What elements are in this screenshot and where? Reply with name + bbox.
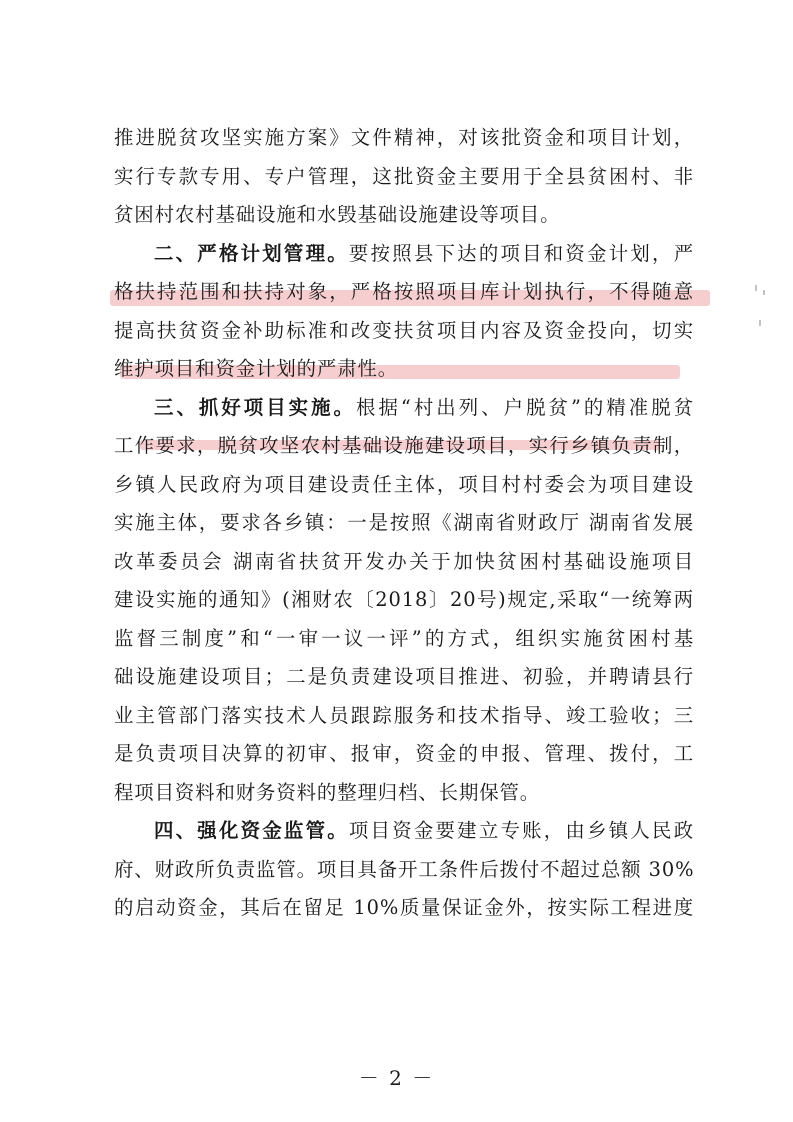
line-text: 推进脱贫攻坚实施方案》文件精神，对该批资金和项目计划，	[114, 126, 694, 149]
line-text: 建设实施的通知》(湘财农〔2018〕20号)规定,采取“一统筹两	[114, 588, 694, 611]
line-text: 维护项目和资金计划的严肃性。	[114, 357, 399, 380]
text-line	[114, 205, 694, 225]
line-text: 工作要求，脱贫攻坚农村基础设施建设项目，实行乡镇负责制，	[114, 434, 694, 457]
text-line	[114, 164, 694, 188]
line-text: 要按照县下达的项目和资金计划，严	[348, 241, 694, 265]
section-heading-line	[114, 395, 694, 419]
text-line	[114, 703, 694, 727]
text-line	[114, 857, 695, 881]
line-text: 的启动资金，其后在留足 10%质量保证金外，按实际工程进度	[114, 896, 694, 919]
line-text: 府、财政所负责监管。项目具备开工条件后拨付不超过总额 30%	[114, 857, 695, 881]
text-line	[114, 898, 694, 918]
section-heading: 四、强化资金监管。	[154, 819, 349, 842]
text-line	[114, 513, 694, 533]
line-text: 监督三制度”和“一审一议一评”的方式，组织实施贫困村基	[114, 626, 694, 650]
text-line	[114, 436, 694, 456]
line-text: 是负责项目决算的初审、报审，资金的申报、管理、拨付，工	[114, 742, 694, 765]
text-line	[114, 282, 694, 302]
line-text: 改革委员会 湖南省扶贫开发办关于加快贫困村基础设施项目	[114, 549, 694, 573]
text-line	[114, 744, 694, 764]
text-line	[114, 472, 694, 496]
line-text: 业主管部门落实技术人员跟踪服务和技术指导、竣工验收；三	[114, 703, 694, 727]
text-line	[114, 128, 694, 148]
line-text: 础设施建设项目；二是负责建设项目推进、初验，并聘请县行	[114, 665, 694, 688]
margin-marks	[751, 280, 771, 340]
text-line	[114, 549, 694, 573]
section-heading-line	[114, 241, 694, 265]
text-line	[114, 626, 694, 650]
body-text	[114, 128, 694, 937]
line-text: 根据“村出列、户脱贫”的精准脱贫	[356, 395, 694, 419]
text-line	[114, 780, 694, 804]
line-text: 乡镇人民政府为项目建设责任主体，项目村村委会为项目建设	[114, 472, 694, 496]
text-line	[114, 590, 694, 610]
line-text: 提高扶贫资金补助标准和改变扶贫项目内容及资金投向，切实	[114, 318, 694, 342]
text-line	[114, 667, 694, 687]
text-line	[114, 359, 694, 379]
section-heading-line	[114, 821, 694, 841]
line-text: 贫困村农村基础设施和水毁基础设施建设等项目。	[114, 203, 561, 226]
section-heading: 三、抓好项目实施。	[154, 395, 356, 419]
line-text: 项目资金要建立专账，由乡镇人民政	[348, 819, 694, 842]
line-text: 格扶持范围和扶持对象，严格按照项目库计划执行，不得随意	[114, 280, 694, 303]
line-text: 程项目资料和财务资料的整理归档、长期保管。	[114, 780, 541, 804]
line-text: 实行专款专用、专户管理，这批资金主要用于全县贫困村、非	[114, 164, 694, 188]
text-line	[114, 318, 694, 342]
page-number: － 2 －	[358, 1066, 435, 1090]
section-heading: 二、严格计划管理。	[154, 241, 349, 265]
line-text: 实施主体，要求各乡镇：一是按照《湖南省财政厅 湖南省发展	[114, 511, 694, 534]
